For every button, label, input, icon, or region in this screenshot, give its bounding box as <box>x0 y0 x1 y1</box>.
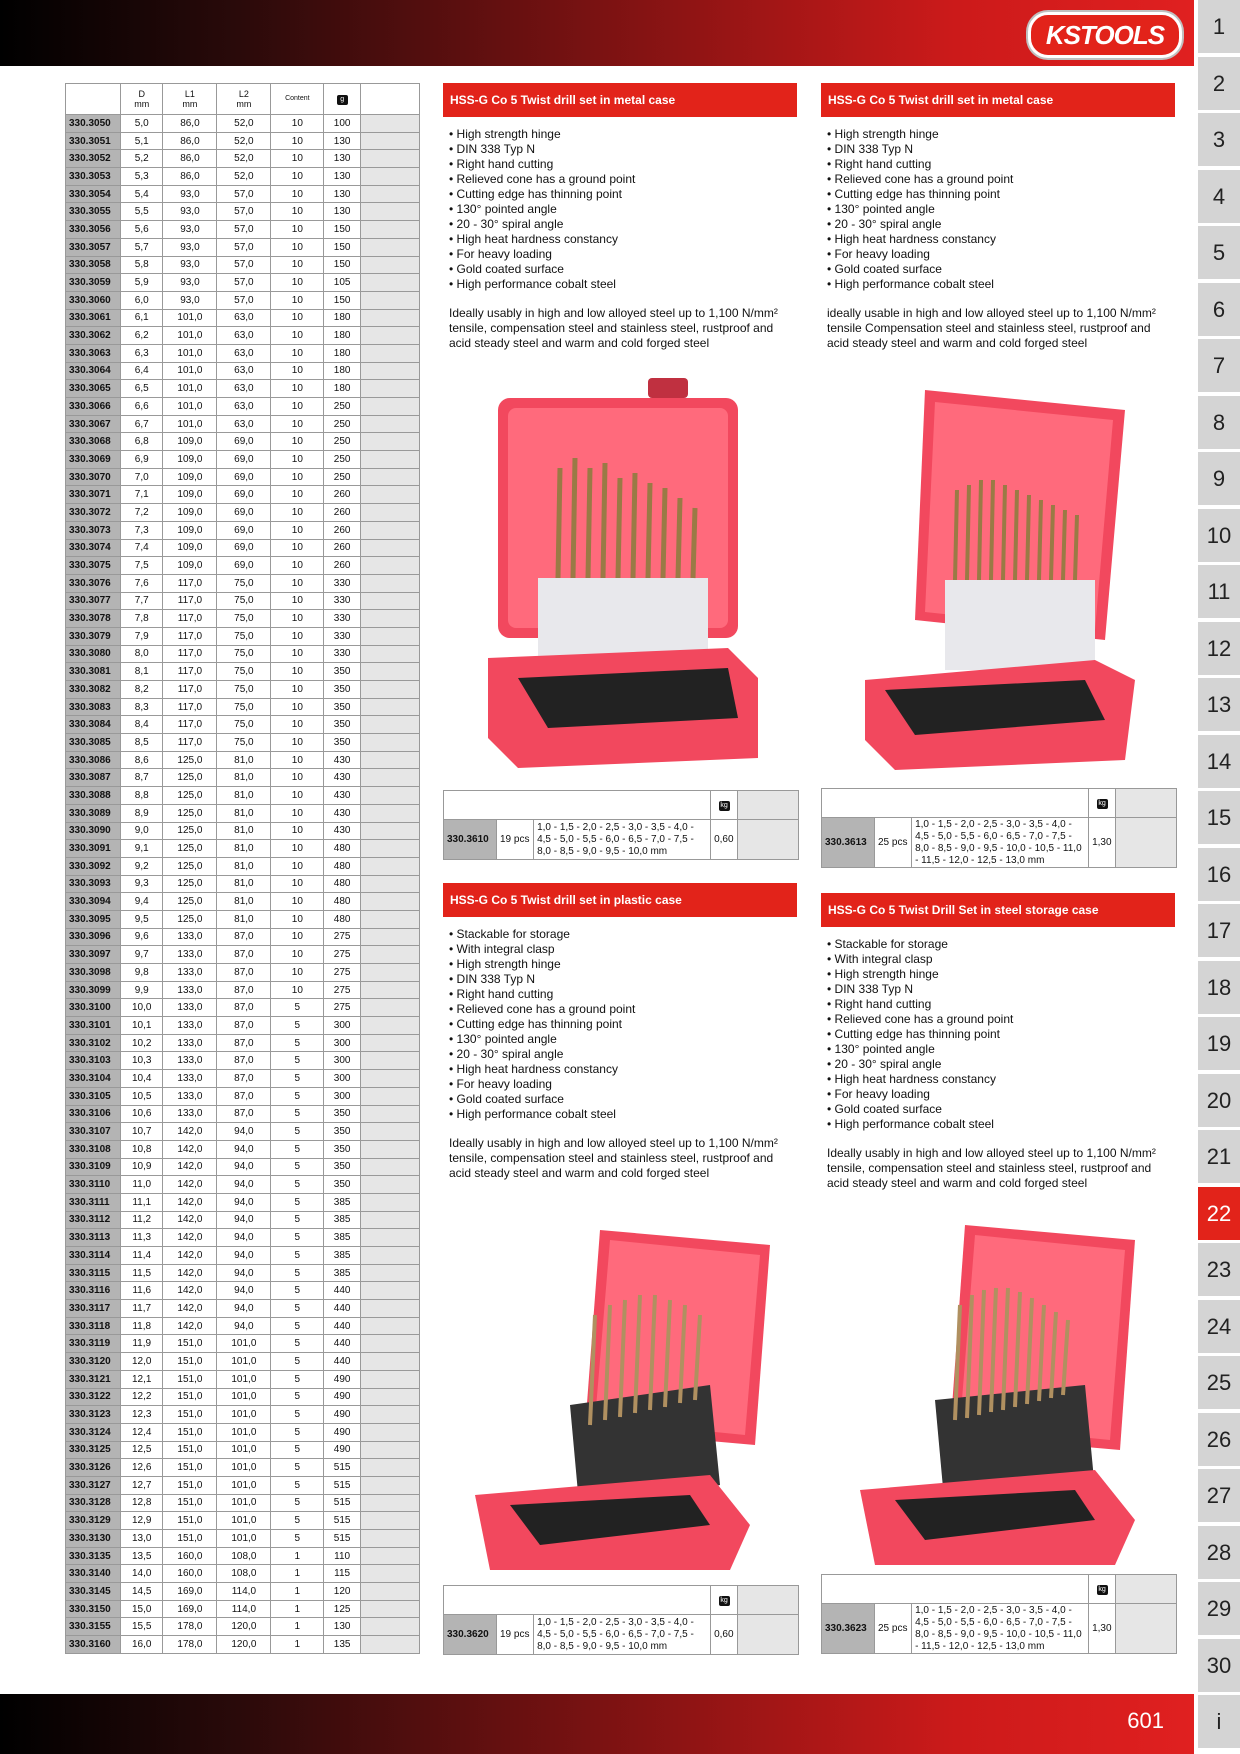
chapter-tab-28[interactable]: 28 <box>1198 1526 1240 1579</box>
table-row: 330.3087 8,7 125,0 81,0 10 430 <box>66 769 420 787</box>
spec-table <box>65 83 420 1654</box>
table-row: 330.3089 8,9 125,0 81,0 10 430 <box>66 804 420 822</box>
feature-item: • DIN 338 Typ N <box>449 972 797 987</box>
weight-icon: g <box>337 95 348 105</box>
product-description: Ideally usably in high and low alloyed steel up to 1,100 N/mm² tensile, compensation steel and stainless steel, rustproof and acid steady steel and warm and cold forged steel <box>827 1146 1156 1190</box>
feature-item: • For heavy loading <box>449 1077 797 1092</box>
feature-item: • Stackable for storage <box>827 937 1175 952</box>
product-description: Ideally usably in high and low alloyed steel up to 1,100 N/mm² tensile, compensation steel and stainless steel, rustproof and acid steady steel and warm and cold forged steel <box>449 306 778 350</box>
col-weight <box>324 84 361 115</box>
table-row: 330.3053 5,3 86,0 52,0 10 130 <box>66 168 420 186</box>
table-row: 330.3126 12,6 151,0 101,0 5 515 <box>66 1459 420 1477</box>
feature-item: • Gold coated surface <box>827 262 1175 277</box>
table-row: 330.3129 12,9 151,0 101,0 5 515 <box>66 1512 420 1530</box>
chapter-tab-4[interactable]: 4 <box>1198 170 1240 223</box>
table-row: 330.3111 11,1 142,0 94,0 5 385 <box>66 1193 420 1211</box>
feature-item: • Stackable for storage <box>449 927 797 942</box>
table-row: 330.3067 6,7 101,0 63,0 10 250 <box>66 415 420 433</box>
table-row: 330.3059 5,9 93,0 57,0 10 105 <box>66 274 420 292</box>
weight-icon: kg <box>1098 1586 1106 1593</box>
chapter-tab-21[interactable]: 21 <box>1198 1130 1240 1183</box>
feature-item: • High strength hinge <box>449 127 797 142</box>
article-number: 330.3613 <box>822 818 875 868</box>
table-row: 330.3092 9,2 125,0 81,0 10 480 <box>66 857 420 875</box>
feature-item: • Relieved cone has a ground point <box>827 1012 1175 1027</box>
table-row: 330.3119 11,9 151,0 101,0 5 440 <box>66 1335 420 1353</box>
chapter-tab-15[interactable]: 15 <box>1198 791 1240 844</box>
chapter-tab-8[interactable]: 8 <box>1198 396 1240 449</box>
feature-item: • Gold coated surface <box>827 1102 1175 1117</box>
product-title: HSS-G Co 5 Twist drill set in metal case <box>443 83 797 117</box>
table-row: 330.3085 8,5 117,0 75,0 10 350 <box>66 734 420 752</box>
product-table-330-3623 <box>821 1574 1177 1654</box>
feature-item: • 130° pointed angle <box>449 202 797 217</box>
table-row: 330.3090 9,0 125,0 81,0 10 430 <box>66 822 420 840</box>
table-row: 330.3101 10,1 133,0 87,0 5 300 <box>66 1017 420 1035</box>
table-row: 330.3075 7,5 109,0 69,0 10 260 <box>66 557 420 575</box>
table-row: 330.3073 7,3 109,0 69,0 10 260 <box>66 521 420 539</box>
feature-item: • With integral clasp <box>449 942 797 957</box>
feature-item: • Relieved cone has a ground point <box>449 1002 797 1017</box>
chapter-tab-12[interactable]: 12 <box>1198 622 1240 675</box>
feature-item: • High performance cobalt steel <box>449 1107 797 1122</box>
col-d: D mm <box>121 84 163 115</box>
chapter-tab-18[interactable]: 18 <box>1198 961 1240 1014</box>
weight: 0,60 <box>711 820 738 860</box>
table-row: 330.3103 10,3 133,0 87,0 5 300 <box>66 1052 420 1070</box>
feature-item: • Cutting edge has thinning point <box>827 1027 1175 1042</box>
table-row: 330.3066 6,6 101,0 63,0 10 250 <box>66 398 420 416</box>
table-row: 330.3099 9,9 133,0 87,0 10 275 <box>66 981 420 999</box>
feature-item: • DIN 338 Typ N <box>827 142 1175 157</box>
table-row: 330.3072 7,2 109,0 69,0 10 260 <box>66 504 420 522</box>
feature-item: • For heavy loading <box>449 247 797 262</box>
weight: 1,30 <box>1089 818 1116 868</box>
feature-item: • DIN 338 Typ N <box>827 982 1175 997</box>
product-title: HSS-G Co 5 Twist drill set in plastic case <box>443 883 797 917</box>
feature-item: • High heat hardness constancy <box>449 1062 797 1077</box>
table-row: 330.3079 7,9 117,0 75,0 10 330 <box>66 627 420 645</box>
feature-item: • 20 - 30° spiral angle <box>827 1057 1175 1072</box>
table-row: 330.3077 7,7 117,0 75,0 10 330 <box>66 592 420 610</box>
feature-item: • For heavy loading <box>827 1087 1175 1102</box>
feature-item: • Right hand cutting <box>827 157 1175 172</box>
table-row: 330.3102 10,2 133,0 87,0 5 300 <box>66 1034 420 1052</box>
chapter-tab-25[interactable]: 25 <box>1198 1356 1240 1409</box>
table-row: 330.3140 14,0 160,0 108,0 1 115 <box>66 1565 420 1583</box>
table-row: 330.3115 11,5 142,0 94,0 5 385 <box>66 1264 420 1282</box>
chapter-tab-24[interactable]: 24 <box>1198 1300 1240 1353</box>
table-row: 330.3110 11,0 142,0 94,0 5 350 <box>66 1176 420 1194</box>
plastic-case-image <box>470 1225 770 1575</box>
table-row: 330.3160 16,0 178,0 120,0 1 135 <box>66 1636 420 1654</box>
table-row: 330.3057 5,7 93,0 57,0 10 150 <box>66 238 420 256</box>
metal-case-image <box>478 378 768 778</box>
feature-item: • 130° pointed angle <box>827 202 1175 217</box>
table-row: 330.3106 10,6 133,0 87,0 5 350 <box>66 1105 420 1123</box>
table-row: 330.3054 5,4 93,0 57,0 10 130 <box>66 185 420 203</box>
article-number: 330.3623 <box>822 1604 875 1654</box>
table-row: 330.3084 8,4 117,0 75,0 10 350 <box>66 716 420 734</box>
sizes: 1,0 - 1,5 - 2,0 - 2,5 - 3,0 - 3,5 - 4,0 - 4,5 - 5,0 - 5,5 - 6,0 - 6,5 - 7,0 - 7,5 - 8,0 - 8,5 - 9,0 - 9,5 - 10,0 mm <box>534 820 711 860</box>
chapter-tab-30[interactable]: 30 <box>1198 1639 1240 1692</box>
weight-icon: kg <box>1098 800 1106 807</box>
table-row: 330.3125 12,5 151,0 101,0 5 490 <box>66 1441 420 1459</box>
feature-item: • With integral clasp <box>827 952 1175 967</box>
chapter-tab-3[interactable]: 3 <box>1198 113 1240 166</box>
table-row: 330.3117 11,7 142,0 94,0 5 440 <box>66 1300 420 1318</box>
table-row: 330.3080 8,0 117,0 75,0 10 330 <box>66 645 420 663</box>
product-title: HSS-G Co 5 Twist Drill Set in steel storage case <box>821 893 1175 927</box>
table-row: 330.3113 11,3 142,0 94,0 5 385 <box>66 1229 420 1247</box>
table-row: 330.3091 9,1 125,0 81,0 10 480 <box>66 840 420 858</box>
product-table-330-3613 <box>821 788 1177 868</box>
table-row: 330.3105 10,5 133,0 87,0 5 300 <box>66 1087 420 1105</box>
chapter-tab-27[interactable]: 27 <box>1198 1469 1240 1522</box>
table-row: 330.3122 12,2 151,0 101,0 5 490 <box>66 1388 420 1406</box>
chapter-tab-1[interactable]: 1 <box>1198 0 1240 53</box>
table-row: 330.3088 8,8 125,0 81,0 10 430 <box>66 787 420 805</box>
chapter-tab-7[interactable]: 7 <box>1198 339 1240 392</box>
product-table-330-3610 <box>443 790 799 860</box>
chapter-tab-23[interactable]: 23 <box>1198 1243 1240 1296</box>
table-row: 330.3070 7,0 109,0 69,0 10 250 <box>66 468 420 486</box>
pieces: 19 pcs <box>497 820 534 860</box>
chapter-tab-17[interactable]: 17 <box>1198 904 1240 957</box>
feature-item: • 20 - 30° spiral angle <box>827 217 1175 232</box>
table-row: 330.3096 9,6 133,0 87,0 10 275 <box>66 928 420 946</box>
table-row: 330.3112 11,2 142,0 94,0 5 385 <box>66 1211 420 1229</box>
chapter-tab-11[interactable]: 11 <box>1198 565 1240 618</box>
feature-item: • Cutting edge has thinning point <box>449 187 797 202</box>
table-row: 330.3100 10,0 133,0 87,0 5 275 <box>66 999 420 1017</box>
pieces: 25 pcs <box>875 818 912 868</box>
table-row: 330.3093 9,3 125,0 81,0 10 480 <box>66 875 420 893</box>
header-bar <box>0 0 1194 66</box>
chapter-tab-16[interactable]: 16 <box>1198 848 1240 901</box>
chapter-tab-10[interactable]: 10 <box>1198 509 1240 562</box>
table-row: 330.3074 7,4 109,0 69,0 10 260 <box>66 539 420 557</box>
table-row: 330.3065 6,5 101,0 63,0 10 180 <box>66 380 420 398</box>
feature-item: • High heat hardness constancy <box>449 232 797 247</box>
table-row: 330.3121 12,1 151,0 101,0 5 490 <box>66 1370 420 1388</box>
feature-item: • High performance cobalt steel <box>449 277 797 292</box>
feature-item: • High performance cobalt steel <box>827 277 1175 292</box>
table-row: 330.3078 7,8 117,0 75,0 10 330 <box>66 610 420 628</box>
product-330-3610 <box>443 83 797 351</box>
brand-logo: KSTOOLS <box>1028 12 1182 58</box>
chapter-tab-9[interactable]: 9 <box>1198 452 1240 505</box>
table-row: 330.3098 9,8 133,0 87,0 10 275 <box>66 964 420 982</box>
feature-item: • 20 - 30° spiral angle <box>449 1047 797 1062</box>
feature-item: • 130° pointed angle <box>827 1042 1175 1057</box>
feature-item: • Right hand cutting <box>449 987 797 1002</box>
page-number: 601 <box>1127 1708 1164 1733</box>
spec-header-row <box>66 84 420 115</box>
table-row: 330.3097 9,7 133,0 87,0 10 275 <box>66 946 420 964</box>
chapter-tab-20[interactable]: 20 <box>1198 1074 1240 1127</box>
feature-item: • Gold coated surface <box>449 1092 797 1107</box>
feature-item: • Right hand cutting <box>827 997 1175 1012</box>
pieces: 25 pcs <box>875 1604 912 1654</box>
sizes: 1,0 - 1,5 - 2,0 - 2,5 - 3,0 - 3,5 - 4,0 - 4,5 - 5,0 - 5,5 - 6,0 - 6,5 - 7,0 - 7,5 - 8,0 - 8,5 - 9,0 - 9,5 - 10,0 - 10,5 - 11,0 - 11,5 - 12,0 - 12,5 - 13,0 mm <box>912 1604 1089 1654</box>
chapter-tab-5[interactable]: 5 <box>1198 226 1240 279</box>
table-row: 330.3094 9,4 125,0 81,0 10 480 <box>66 893 420 911</box>
sizes: 1,0 - 1,5 - 2,0 - 2,5 - 3,0 - 3,5 - 4,0 - 4,5 - 5,0 - 5,5 - 6,0 - 6,5 - 7,0 - 7,5 - 8,0 - 8,5 - 9,0 - 9,5 - 10,0 mm <box>534 1615 711 1655</box>
table-row: 330.3058 5,8 93,0 57,0 10 150 <box>66 256 420 274</box>
table-row: 330.3130 13,0 151,0 101,0 5 515 <box>66 1530 420 1548</box>
feature-item: • High performance cobalt steel <box>827 1117 1175 1132</box>
chapter-tab-19[interactable]: 19 <box>1198 1017 1240 1070</box>
table-row: 330.3076 7,6 117,0 75,0 10 330 <box>66 574 420 592</box>
chapter-tab-6[interactable]: 6 <box>1198 283 1240 336</box>
table-row: 330.3063 6,3 101,0 63,0 10 180 <box>66 344 420 362</box>
product-description: Ideally usably in high and low alloyed steel up to 1,100 N/mm² tensile, compensation steel and stainless steel, rustproof and acid steady steel and warm and cold forged steel <box>449 1136 778 1180</box>
table-row: 330.3095 9,5 125,0 81,0 10 480 <box>66 910 420 928</box>
feature-item: • Right hand cutting <box>449 157 797 172</box>
feature-item: • Relieved cone has a ground point <box>827 172 1175 187</box>
col-l1: L1 mm <box>163 84 217 115</box>
feature-item: • High strength hinge <box>827 127 1175 142</box>
feature-item: • High heat hardness constancy <box>827 1072 1175 1087</box>
feature-list <box>827 937 1175 1132</box>
feature-list <box>449 127 797 292</box>
table-row: 330.3114 11,4 142,0 94,0 5 385 <box>66 1247 420 1265</box>
table-row: 330.3056 5,6 93,0 57,0 10 150 <box>66 221 420 239</box>
table-row: 330.3064 6,4 101,0 63,0 10 180 <box>66 362 420 380</box>
product-description: ideally usable in high and low alloyed steel up to 1,100 N/mm² tensile Compensation steel and stainless steel, rustproof and acid steady steel and warm and cold forged steel <box>827 306 1156 350</box>
table-row: 330.3061 6,1 101,0 63,0 10 180 <box>66 309 420 327</box>
table-row: 330.3116 11,6 142,0 94,0 5 440 <box>66 1282 420 1300</box>
product-title: HSS-G Co 5 Twist drill set in metal case <box>821 83 1175 117</box>
product-330-3613 <box>821 83 1175 351</box>
table-row: 330.3155 15,5 178,0 120,0 1 130 <box>66 1618 420 1636</box>
table-row: 330.3083 8,3 117,0 75,0 10 350 <box>66 698 420 716</box>
table-row: 330.3051 5,1 86,0 52,0 10 130 <box>66 132 420 150</box>
feature-item: • Cutting edge has thinning point <box>449 1017 797 1032</box>
table-row: 330.3055 5,5 93,0 57,0 10 130 <box>66 203 420 221</box>
table-row: 330.3135 13,5 160,0 108,0 1 110 <box>66 1547 420 1565</box>
table-row: 330.3050 5,0 86,0 52,0 10 100 <box>66 115 420 133</box>
feature-item: • DIN 338 Typ N <box>449 142 797 157</box>
table-row: 330.3120 12,0 151,0 101,0 5 440 <box>66 1353 420 1371</box>
chapter-tab-14[interactable]: 14 <box>1198 735 1240 788</box>
weight: 1,30 <box>1089 1604 1116 1654</box>
table-row: 330.3069 6,9 109,0 69,0 10 250 <box>66 451 420 469</box>
pieces: 19 pcs <box>497 1615 534 1655</box>
table-row: 330.3060 6,0 93,0 57,0 10 150 <box>66 291 420 309</box>
feature-item: • Cutting edge has thinning point <box>827 187 1175 202</box>
table-row: 330.3068 6,8 109,0 69,0 10 250 <box>66 433 420 451</box>
product-table-330-3620 <box>443 1585 799 1655</box>
col-empty <box>361 84 420 115</box>
table-row: 330.3150 15,0 169,0 114,0 1 125 <box>66 1600 420 1618</box>
table-row: 330.3062 6,2 101,0 63,0 10 180 <box>66 327 420 345</box>
feature-list <box>827 127 1175 292</box>
feature-item: • 20 - 30° spiral angle <box>449 217 797 232</box>
metal-case-image <box>855 380 1145 780</box>
sizes: 1,0 - 1,5 - 2,0 - 2,5 - 3,0 - 3,5 - 4,0 - 4,5 - 5,0 - 5,5 - 6,0 - 6,5 - 7,0 - 7,5 - 8,0 - 8,5 - 9,0 - 9,5 - 10,0 - 10,5 - 11,0 - 11,5 - 12,0 - 12,5 - 13,0 mm <box>912 818 1089 868</box>
table-row: 330.3123 12,3 151,0 101,0 5 490 <box>66 1406 420 1424</box>
chapter-tab-26[interactable]: 26 <box>1198 1413 1240 1466</box>
feature-item: • High strength hinge <box>449 957 797 972</box>
col-l2: L2 mm <box>217 84 271 115</box>
chapter-tab-13[interactable]: 13 <box>1198 678 1240 731</box>
feature-list <box>449 927 797 1122</box>
col-art <box>66 84 121 115</box>
table-row: 330.3118 11,8 142,0 94,0 5 440 <box>66 1317 420 1335</box>
chapter-tab-22[interactable]: 22 <box>1198 1187 1240 1240</box>
product-330-3620 <box>443 883 797 1181</box>
table-row: 330.3108 10,8 142,0 94,0 5 350 <box>66 1140 420 1158</box>
table-row: 330.3081 8,1 117,0 75,0 10 350 <box>66 663 420 681</box>
table-row: 330.3086 8,6 125,0 81,0 10 430 <box>66 751 420 769</box>
feature-item: • High strength hinge <box>827 967 1175 982</box>
table-row: 330.3082 8,2 117,0 75,0 10 350 <box>66 681 420 699</box>
table-row: 330.3104 10,4 133,0 87,0 5 300 <box>66 1070 420 1088</box>
article-number: 330.3620 <box>444 1615 497 1655</box>
feature-item: • For heavy loading <box>827 247 1175 262</box>
table-row: 330.3145 14,5 169,0 114,0 1 120 <box>66 1583 420 1601</box>
feature-item: • Relieved cone has a ground point <box>449 172 797 187</box>
table-row: 330.3127 12,7 151,0 101,0 5 515 <box>66 1476 420 1494</box>
footer-bar <box>0 1694 1194 1754</box>
chapter-tab-2[interactable]: 2 <box>1198 57 1240 110</box>
table-row: 330.3124 12,4 151,0 101,0 5 490 <box>66 1423 420 1441</box>
product-330-3623 <box>821 893 1175 1191</box>
table-row: 330.3052 5,2 86,0 52,0 10 130 <box>66 150 420 168</box>
feature-item: • 130° pointed angle <box>449 1032 797 1047</box>
chapter-tab-29[interactable]: 29 <box>1198 1582 1240 1635</box>
table-row: 330.3128 12,8 151,0 101,0 5 515 <box>66 1494 420 1512</box>
table-row: 330.3107 10,7 142,0 94,0 5 350 <box>66 1123 420 1141</box>
table-row: 330.3109 10,9 142,0 94,0 5 350 <box>66 1158 420 1176</box>
table-row: 330.3071 7,1 109,0 69,0 10 260 <box>66 486 420 504</box>
weight: 0,60 <box>711 1615 738 1655</box>
feature-item: • High heat hardness constancy <box>827 232 1175 247</box>
article-number: 330.3610 <box>444 820 497 860</box>
chapter-tab-i[interactable]: i <box>1198 1695 1240 1748</box>
weight-icon: kg <box>720 1597 728 1604</box>
steel-case-image <box>855 1220 1155 1570</box>
col-content: Content <box>271 84 324 115</box>
feature-item: • Gold coated surface <box>449 262 797 277</box>
weight-icon: kg <box>720 802 728 809</box>
